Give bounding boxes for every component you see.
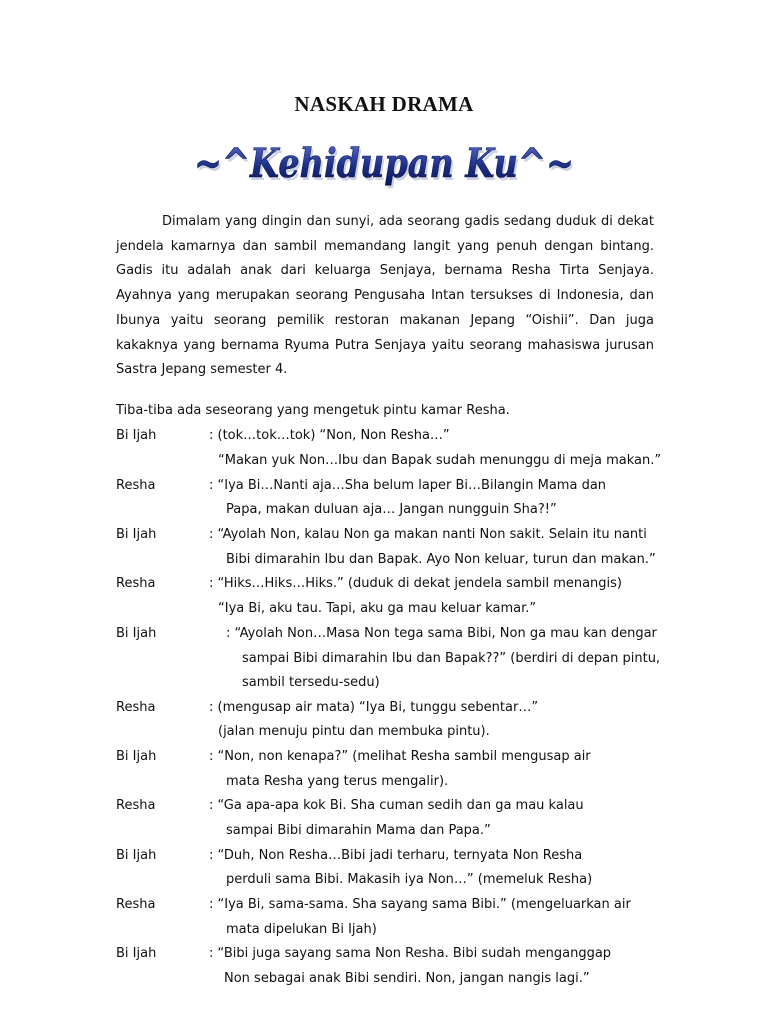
speaker-name: Resha: [116, 897, 156, 912]
speaker-name: Bi Ijah: [116, 527, 157, 542]
speaker-name: Bi Ijah: [116, 626, 157, 641]
speaker-name: Resha: [116, 798, 156, 813]
dialogue-line: : “Hiks…Hiks…Hiks.” (duduk di dekat jendela sambil menangis): [209, 576, 623, 591]
dialogue-line: : “Non, non kenapa?” (melihat Resha sambil mengusap air: [209, 749, 591, 764]
wordart-subtitle: [0, 132, 768, 212]
speaker-name: Bi Ijah: [116, 848, 157, 863]
speaker-name: Bi Ijah: [116, 946, 157, 961]
dialogue-line: : (tok…tok…tok) “Non, Non Resha…”: [209, 428, 450, 443]
dialogue-line: mata dipelukan Bi Ijah): [226, 922, 377, 937]
dialogue-line: “Makan yuk Non…Ibu dan Bapak sudah menunggu di meja makan.”: [218, 453, 662, 468]
dialogue-line: perduli sama Bibi. Makasih iya Non…” (memeluk Resha): [226, 872, 593, 887]
dialogue-line: Non sebagai anak Bibi sendiri. Non, jangan nangis lagi.”: [224, 971, 590, 986]
dialogue-line: sambil tersedu-sedu): [242, 675, 380, 690]
wordart-shadow: ~^Kehidupan Ku^~: [196, 143, 576, 190]
dialogue-line: : “Duh, Non Resha…Bibi jadi terharu, ternyata Non Resha: [209, 848, 583, 863]
wordart-text: ~^Kehidupan Ku^~: [194, 140, 574, 187]
dialogue-line: : “Iya Bi, sama-sama. Sha sayang sama Bibi.” (mengeluarkan air: [209, 897, 631, 912]
dialogue-line: : “Ayolah Non, kalau Non ga makan nanti Non sakit. Selain itu nanti: [209, 527, 647, 542]
dialogue-line: Papa, makan duluan aja… Jangan nungguin Sha?!”: [226, 502, 557, 517]
dialogue-line: : “Bibi juga sayang sama Non Resha. Bibi sudah menganggap: [209, 946, 612, 961]
stage-direction: Tiba-tiba ada seseorang yang mengetuk pintu kamar Resha.: [116, 403, 510, 418]
dialogue-line: : “Ayolah Non…Masa Non tega sama Bibi, Non ga mau kan dengar: [226, 626, 657, 641]
speaker-name: Resha: [116, 478, 156, 493]
speaker-name: Resha: [116, 700, 156, 715]
dialogue-line: : “Iya Bi…Nanti aja…Sha belum laper Bi…Bilangin Mama dan: [209, 478, 607, 493]
dialogue-line: “Iya Bi, aku tau. Tapi, aku ga mau keluar kamar.”: [218, 601, 537, 616]
intro-paragraph: Dimalam yang dingin dan sunyi, ada seorang gadis sedang duduk di dekat jendela kamarnya dan sambil memandang langit yang penuh dengan bintang. Gadis itu adalah anak dari keluarga Senjaya, bernama Resha Tirta Senjaya. Ayahnya yang merupakan seorang Pengusaha Intan tersukses di Indonesia, dan Ibunya yaitu seorang pemilik restoran makanan Jepang “Oishii”. Dan juga kakaknya yang bernama Ryuma Putra Senjaya yaitu seorang mahasiswa jurusan Sastra Jepang semester 4.: [116, 214, 654, 378]
dialogue-line: : “Ga apa-apa kok Bi. Sha cuman sedih dan ga mau kalau: [209, 798, 584, 813]
speaker-name: Bi Ijah: [116, 428, 157, 443]
dialogue-line: Bibi dimarahin Ibu dan Bapak. Ayo Non keluar, turun dan makan.”: [226, 552, 656, 567]
dialogue-line: (jalan menuju pintu dan membuka pintu).: [218, 724, 490, 739]
dialogue-line: : (mengusap air mata) “Iya Bi, tunggu sebentar…”: [209, 700, 539, 715]
page-title: NASKAH DRAMA: [294, 92, 474, 116]
dialogue-line: sampai Bibi dimarahin Ibu dan Bapak??” (berdiri di depan pintu,: [242, 651, 661, 666]
dialogue-line: sampai Bibi dimarahin Mama dan Papa.”: [226, 823, 491, 838]
speaker-name: Resha: [116, 576, 156, 591]
speaker-name: Bi Ijah: [116, 749, 157, 764]
dialogue-line: mata Resha yang terus mengalir).: [226, 774, 449, 789]
